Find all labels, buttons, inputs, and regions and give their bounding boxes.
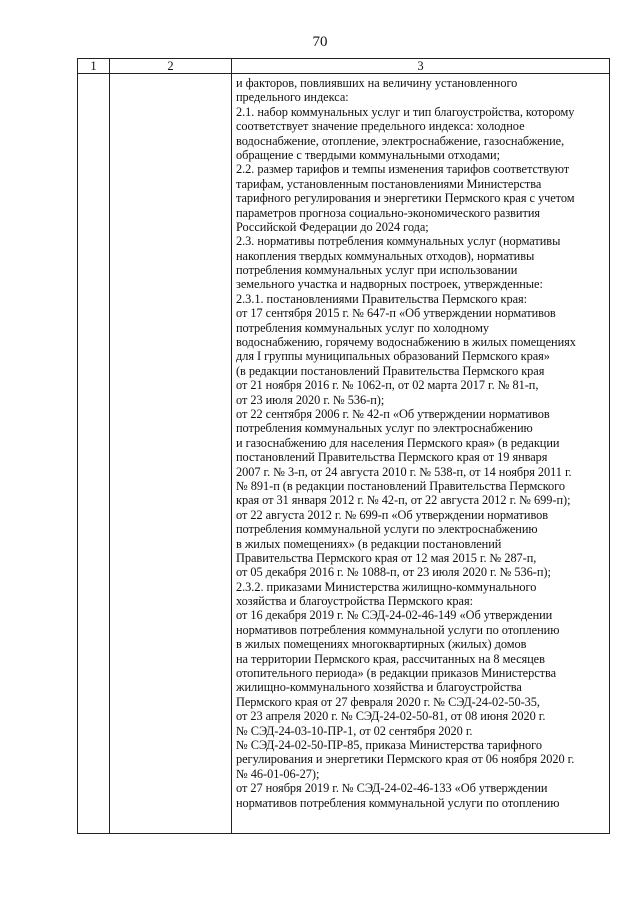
text-line: и газоснабжению для населения Пермского края» (в редакции [236,435,560,450]
text-line: № СЭД-24-02-50-ПР-85, приказа Министерства тарифного [236,737,542,752]
text-line: от 16 декабря 2019 г. № СЭД-24-02-46-149 «Об утверждении [236,608,553,623]
table-header-row [78,59,610,74]
text-line: № 46-01-06-27); [236,766,320,781]
row-number-cell [78,74,110,834]
text-line: от 17 сентября 2015 г. № 647-п «Об утверждении нормативов [236,306,556,321]
text-line: предельного индекса: [236,90,349,105]
text-line: соответствует значение предельного индекса: холодное [236,119,525,134]
column-header-2: 2 [110,59,232,74]
text-line: и факторов, повлиявших на величину установленного [236,76,518,90]
text-line: для I группы муниципальных образований Пермского края» [236,349,550,364]
text-line: Российской Федерации до 2024 года; [236,219,429,234]
column-header-1: 1 [78,59,110,74]
text-line: параметров прогноза социально-экономического развития [236,205,541,220]
text-line: от 23 июля 2020 г. № 536-п); [236,392,385,407]
text-line: от 27 ноября 2019 г. № СЭД-24-02-46-133 «Об утверждении [236,781,548,796]
document-table [77,58,610,834]
text-line: нормативов потребления коммунальной услуги по отоплению [236,622,560,637]
text-line: в жилых помещениях» (в редакции постановлений [236,536,502,551]
text-line: водоснабжение, отопление, электроснабжение, газоснабжение, [236,133,565,148]
text-line: хозяйства и благоустройства Пермского края: [236,594,473,609]
text-line: потребления коммунальных услуг по электроснабжению [236,421,533,436]
text-lines [236,76,609,810]
table-row [78,74,610,834]
text-line: жилищно-коммунального хозяйства и благоустройства [236,680,522,695]
text-line: (в редакции постановлений Правительства Пермского края [236,363,545,378]
text-line: 2.3. нормативы потребления коммунальных услуг (нормативы [236,234,561,249]
text-line: регулирования и энергетики Пермского края от 06 ноября 2020 г. [236,752,575,767]
text-line: 2.1. набор коммунальных услуг и тип благоустройства, которому [236,104,575,119]
text-line: края от 31 января 2012 г. № 42-п, от 22 августа 2012 г. № 699-п); [236,493,571,508]
text-line: потребления коммунальных услуг по холодному [236,320,489,335]
text-line: тарифного регулирования и энергетики Пермского края с учетом [236,191,575,206]
text-line: потребления коммунальной услуги по электроснабжению [236,522,538,537]
text-line: № СЭД-24-03-10-ПР-1, от 02 сентября 2020 г. [236,723,473,738]
text-line: 2007 г. № 3-п, от 24 августа 2010 г. № 538-п, от 14 ноября 2011 г. [236,464,572,479]
text-line: нормативов потребления коммунальной услуги по отоплению [236,795,560,810]
row-text-cell [232,74,610,834]
page-number: 70 [312,34,328,50]
row-name-cell [110,74,232,834]
text-line: тарифам, установленным постановлениями Министерства [236,176,542,191]
text-line: 2.3.1. постановлениями Правительства Пермского края: [236,291,528,306]
text-line: в жилых помещениях многоквартирных (жилых) домов [236,637,527,652]
text-line: 2.2. размер тарифов и темпы изменения тарифов соответствуют [236,162,570,177]
text-line: № 891-п (в редакции постановлений Правительства Пермского [236,478,565,493]
text-line: от 22 сентября 2006 г. № 42-п «Об утверждении нормативов [236,406,550,421]
text-line: Пермского края от 27 февраля 2020 г. № СЭД-24-02-50-35, [236,694,540,709]
text-line: накопления твердых коммунальных отходов), нормативы [236,248,535,263]
text-line: постановлений Правительства Пермского края от 19 января [236,450,548,465]
text-line: 2.3.2. приказами Министерства жилищно-коммунального [236,579,537,594]
text-line: на территории Пермского края, рассчитанных на 8 месяцев [236,651,545,666]
text-line: от 21 ноября 2016 г. № 1062-п, от 02 марта 2017 г. № 81-п, [236,378,539,393]
column-header-3: 3 [232,59,610,74]
text-line: потребления коммунальных услуг при использовании [236,263,518,278]
text-line: отопительного периода» (в редакции приказов Министерства [236,666,557,681]
text-line: от 23 апреля 2020 г. № СЭД-24-02-50-81, от 08 июня 2020 г. [236,709,546,724]
text-line: Правительства Пермского края от 12 мая 2015 г. № 287-п, [236,550,537,565]
text-line: земельного участка и надворных построек, утвержденные: [236,277,543,292]
text-line: от 22 августа 2012 г. № 699-п «Об утверждении нормативов [236,507,549,522]
text-line: обращение с твердыми коммунальными отходами; [236,147,500,162]
text-line: от 05 декабря 2016 г. № 1088-п, от 23 июля 2020 г. № 536-п); [236,565,551,580]
text-line: водоснабжению, горячему водоснабжению в жилых помещениях [236,335,576,350]
